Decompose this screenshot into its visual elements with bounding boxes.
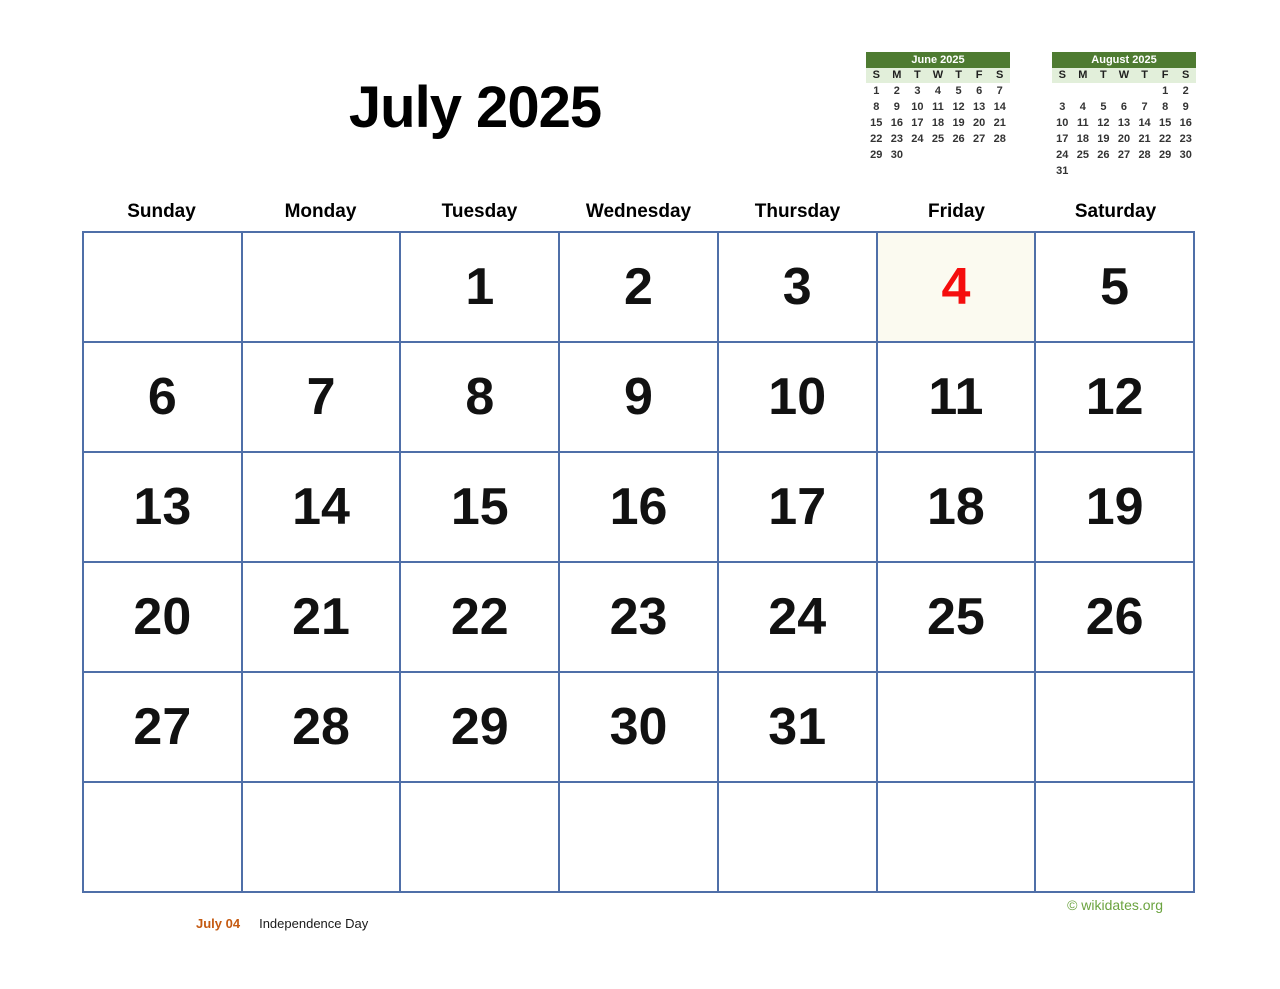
mini-day-cell: 18 bbox=[1076, 133, 1089, 145]
mini-day-letter: S bbox=[996, 69, 1004, 81]
mini-day-cell: 4 bbox=[934, 85, 942, 97]
day-cell: 23 bbox=[560, 563, 717, 671]
mini-day-cell: 12 bbox=[1097, 117, 1110, 129]
day-cell bbox=[878, 783, 1035, 891]
mini-day-cell bbox=[1155, 163, 1176, 179]
mini-day-cell: 17 bbox=[1056, 133, 1069, 145]
mini-day-cell bbox=[948, 147, 969, 163]
mini-day-cell bbox=[1093, 163, 1114, 179]
mini-day-cell: 1 bbox=[1162, 85, 1169, 97]
mini-day-cell: 23 bbox=[890, 133, 903, 145]
mini-day-cell: 19 bbox=[1097, 133, 1110, 145]
mini-day-cell: 9 bbox=[893, 101, 900, 113]
mini-day-cell: 21 bbox=[993, 117, 1006, 129]
mini-day-cell bbox=[1073, 163, 1094, 179]
mini-calendar-june-day-letters bbox=[866, 68, 1010, 83]
mini-day-cell: 25 bbox=[931, 133, 945, 145]
day-cell bbox=[1036, 783, 1193, 891]
mini-day-letter: W bbox=[932, 69, 944, 81]
day-cell: 16 bbox=[560, 453, 717, 561]
day-cell: 1 bbox=[401, 233, 558, 341]
day-cell: 27 bbox=[84, 673, 241, 781]
mini-day-cell bbox=[969, 147, 990, 163]
weekday-header-row bbox=[82, 200, 1195, 224]
day-cell: 3 bbox=[719, 233, 876, 341]
mini-day-letter: T bbox=[914, 69, 921, 81]
weekday-header: Wednesday bbox=[585, 201, 692, 222]
day-cell: 22 bbox=[401, 563, 558, 671]
mini-day-cell bbox=[1114, 163, 1135, 179]
mini-calendar-june-title: June 2025 bbox=[866, 52, 1010, 68]
mini-day-cell: 28 bbox=[993, 133, 1006, 145]
mini-day-cell bbox=[907, 147, 928, 163]
mini-day-cell: 29 bbox=[870, 149, 883, 161]
mini-day-cell: 6 bbox=[1120, 101, 1128, 113]
day-cell: 25 bbox=[878, 563, 1035, 671]
mini-calendar-august-grid bbox=[1052, 83, 1196, 179]
mini-day-letter: T bbox=[1141, 69, 1148, 81]
mini-day-cell: 30 bbox=[1179, 149, 1192, 161]
mini-day-cell: 7 bbox=[1141, 101, 1148, 113]
mini-day-cell: 27 bbox=[973, 133, 986, 145]
mini-day-letter: S bbox=[872, 69, 880, 81]
weekday-header: Tuesday bbox=[441, 201, 518, 222]
mini-day-cell: 13 bbox=[973, 101, 986, 113]
mini-day-cell: 10 bbox=[1056, 117, 1069, 129]
mini-day-cell bbox=[1093, 83, 1114, 99]
day-cell: 26 bbox=[1036, 563, 1193, 671]
weekday-header: Monday bbox=[284, 201, 357, 222]
mini-calendar-june-grid bbox=[866, 83, 1010, 163]
mini-day-cell: 22 bbox=[1159, 133, 1172, 145]
mini-day-cell: 18 bbox=[931, 117, 945, 129]
mini-day-cell bbox=[1134, 83, 1155, 99]
mini-day-letter: M bbox=[892, 69, 902, 81]
mini-day-letter: S bbox=[1182, 69, 1190, 81]
mini-day-cell: 24 bbox=[911, 133, 924, 145]
holiday-date: July 04 bbox=[196, 916, 241, 931]
mini-day-cell: 3 bbox=[914, 85, 921, 97]
mini-calendar-june bbox=[866, 52, 1010, 163]
calendar-grid bbox=[82, 231, 1195, 893]
day-cell: 11 bbox=[878, 343, 1035, 451]
weekday-header: Sunday bbox=[127, 201, 196, 222]
mini-day-letter: T bbox=[1100, 69, 1107, 81]
mini-day-cell: 5 bbox=[955, 85, 962, 97]
mini-day-cell: 8 bbox=[1162, 101, 1169, 113]
mini-day-cell bbox=[928, 147, 949, 163]
page-title: July 2025 bbox=[348, 75, 602, 140]
day-cell bbox=[719, 783, 876, 891]
copyright: © wikidates.org bbox=[1067, 897, 1163, 913]
day-cell: 10 bbox=[719, 343, 876, 451]
mini-calendar-august-day-letters bbox=[1052, 68, 1196, 83]
mini-day-cell: 26 bbox=[952, 133, 965, 145]
day-cell: 12 bbox=[1036, 343, 1193, 451]
day-cell bbox=[1036, 673, 1193, 781]
mini-day-cell: 14 bbox=[1138, 117, 1151, 129]
mini-day-cell: 27 bbox=[1117, 149, 1131, 161]
day-cell: 2 bbox=[560, 233, 717, 341]
mini-day-cell: 20 bbox=[973, 117, 986, 129]
day-cell: 15 bbox=[401, 453, 558, 561]
weekday-header: Thursday bbox=[754, 201, 841, 222]
mini-day-letter: T bbox=[955, 69, 962, 81]
mini-day-cell: 23 bbox=[1179, 133, 1192, 145]
day-cell: 18 bbox=[878, 453, 1035, 561]
mini-day-cell: 2 bbox=[893, 85, 900, 97]
day-cell: 31 bbox=[719, 673, 876, 781]
mini-day-cell: 2 bbox=[1182, 85, 1189, 97]
day-cell: 20 bbox=[84, 563, 241, 671]
mini-day-letter: F bbox=[1161, 69, 1169, 81]
day-cell: 7 bbox=[243, 343, 400, 451]
mini-day-cell: 11 bbox=[1077, 117, 1089, 129]
mini-day-cell: 16 bbox=[1179, 117, 1192, 129]
day-cell bbox=[84, 783, 241, 891]
mini-day-cell: 6 bbox=[976, 85, 983, 97]
day-cell: 4 bbox=[878, 233, 1035, 341]
mini-day-cell: 21 bbox=[1138, 133, 1151, 145]
weekday-header: Friday bbox=[927, 201, 986, 222]
mini-day-cell: 15 bbox=[870, 117, 883, 129]
mini-day-cell: 7 bbox=[996, 85, 1003, 97]
mini-day-letter: F bbox=[975, 69, 983, 81]
weekday-header: Saturday bbox=[1074, 201, 1157, 222]
day-cell bbox=[84, 233, 241, 341]
mini-calendar-august-title: August 2025 bbox=[1052, 52, 1196, 68]
mini-day-cell: 26 bbox=[1097, 149, 1110, 161]
mini-day-cell: 25 bbox=[1076, 149, 1089, 161]
mini-day-cell: 14 bbox=[993, 101, 1006, 113]
day-cell bbox=[401, 783, 558, 891]
mini-day-cell: 22 bbox=[870, 133, 883, 145]
day-cell: 29 bbox=[401, 673, 558, 781]
day-cell: 6 bbox=[84, 343, 241, 451]
mini-day-cell bbox=[1073, 83, 1094, 99]
mini-day-cell: 16 bbox=[890, 117, 903, 129]
mini-day-cell bbox=[1052, 83, 1073, 99]
day-cell bbox=[878, 673, 1035, 781]
day-cell: 5 bbox=[1036, 233, 1193, 341]
mini-calendar-august bbox=[1052, 52, 1196, 179]
mini-day-cell: 4 bbox=[1079, 101, 1086, 113]
day-cell: 21 bbox=[243, 563, 400, 671]
mini-day-cell: 9 bbox=[1182, 101, 1189, 113]
day-cell: 28 bbox=[243, 673, 400, 781]
mini-day-cell: 19 bbox=[952, 117, 965, 129]
mini-day-cell: 24 bbox=[1056, 149, 1069, 161]
day-cell: 8 bbox=[401, 343, 558, 451]
day-cell: 24 bbox=[719, 563, 876, 671]
mini-day-cell: 11 bbox=[932, 101, 944, 113]
day-cell: 9 bbox=[560, 343, 717, 451]
mini-day-letter: M bbox=[1078, 69, 1088, 81]
mini-day-cell bbox=[1175, 163, 1196, 179]
mini-day-cell: 28 bbox=[1138, 149, 1151, 161]
mini-day-cell: 5 bbox=[1100, 101, 1107, 113]
mini-day-cell: 10 bbox=[911, 101, 924, 113]
mini-day-cell: 12 bbox=[952, 101, 965, 113]
mini-day-cell bbox=[989, 147, 1010, 163]
mini-day-cell: 20 bbox=[1117, 133, 1131, 145]
mini-day-cell: 31 bbox=[1056, 165, 1069, 177]
day-cell: 19 bbox=[1036, 453, 1193, 561]
mini-day-cell: 1 bbox=[873, 85, 880, 97]
mini-day-letter: S bbox=[1058, 69, 1066, 81]
mini-day-cell: 30 bbox=[890, 149, 903, 161]
day-cell bbox=[243, 783, 400, 891]
day-cell: 13 bbox=[84, 453, 241, 561]
mini-day-letter: W bbox=[1118, 69, 1130, 81]
holiday-name: Independence Day bbox=[259, 916, 369, 931]
day-cell: 30 bbox=[560, 673, 717, 781]
day-cell bbox=[560, 783, 717, 891]
mini-day-cell: 15 bbox=[1159, 117, 1172, 129]
mini-day-cell bbox=[1114, 83, 1135, 99]
day-cell: 14 bbox=[243, 453, 400, 561]
mini-day-cell: 17 bbox=[911, 117, 924, 129]
day-cell: 17 bbox=[719, 453, 876, 561]
mini-day-cell: 3 bbox=[1059, 101, 1066, 113]
day-cell bbox=[243, 233, 400, 341]
holiday-note bbox=[196, 915, 368, 933]
mini-day-cell: 29 bbox=[1159, 149, 1172, 161]
mini-day-cell bbox=[1134, 163, 1155, 179]
mini-day-cell: 13 bbox=[1117, 117, 1131, 129]
mini-day-cell: 8 bbox=[873, 101, 880, 113]
